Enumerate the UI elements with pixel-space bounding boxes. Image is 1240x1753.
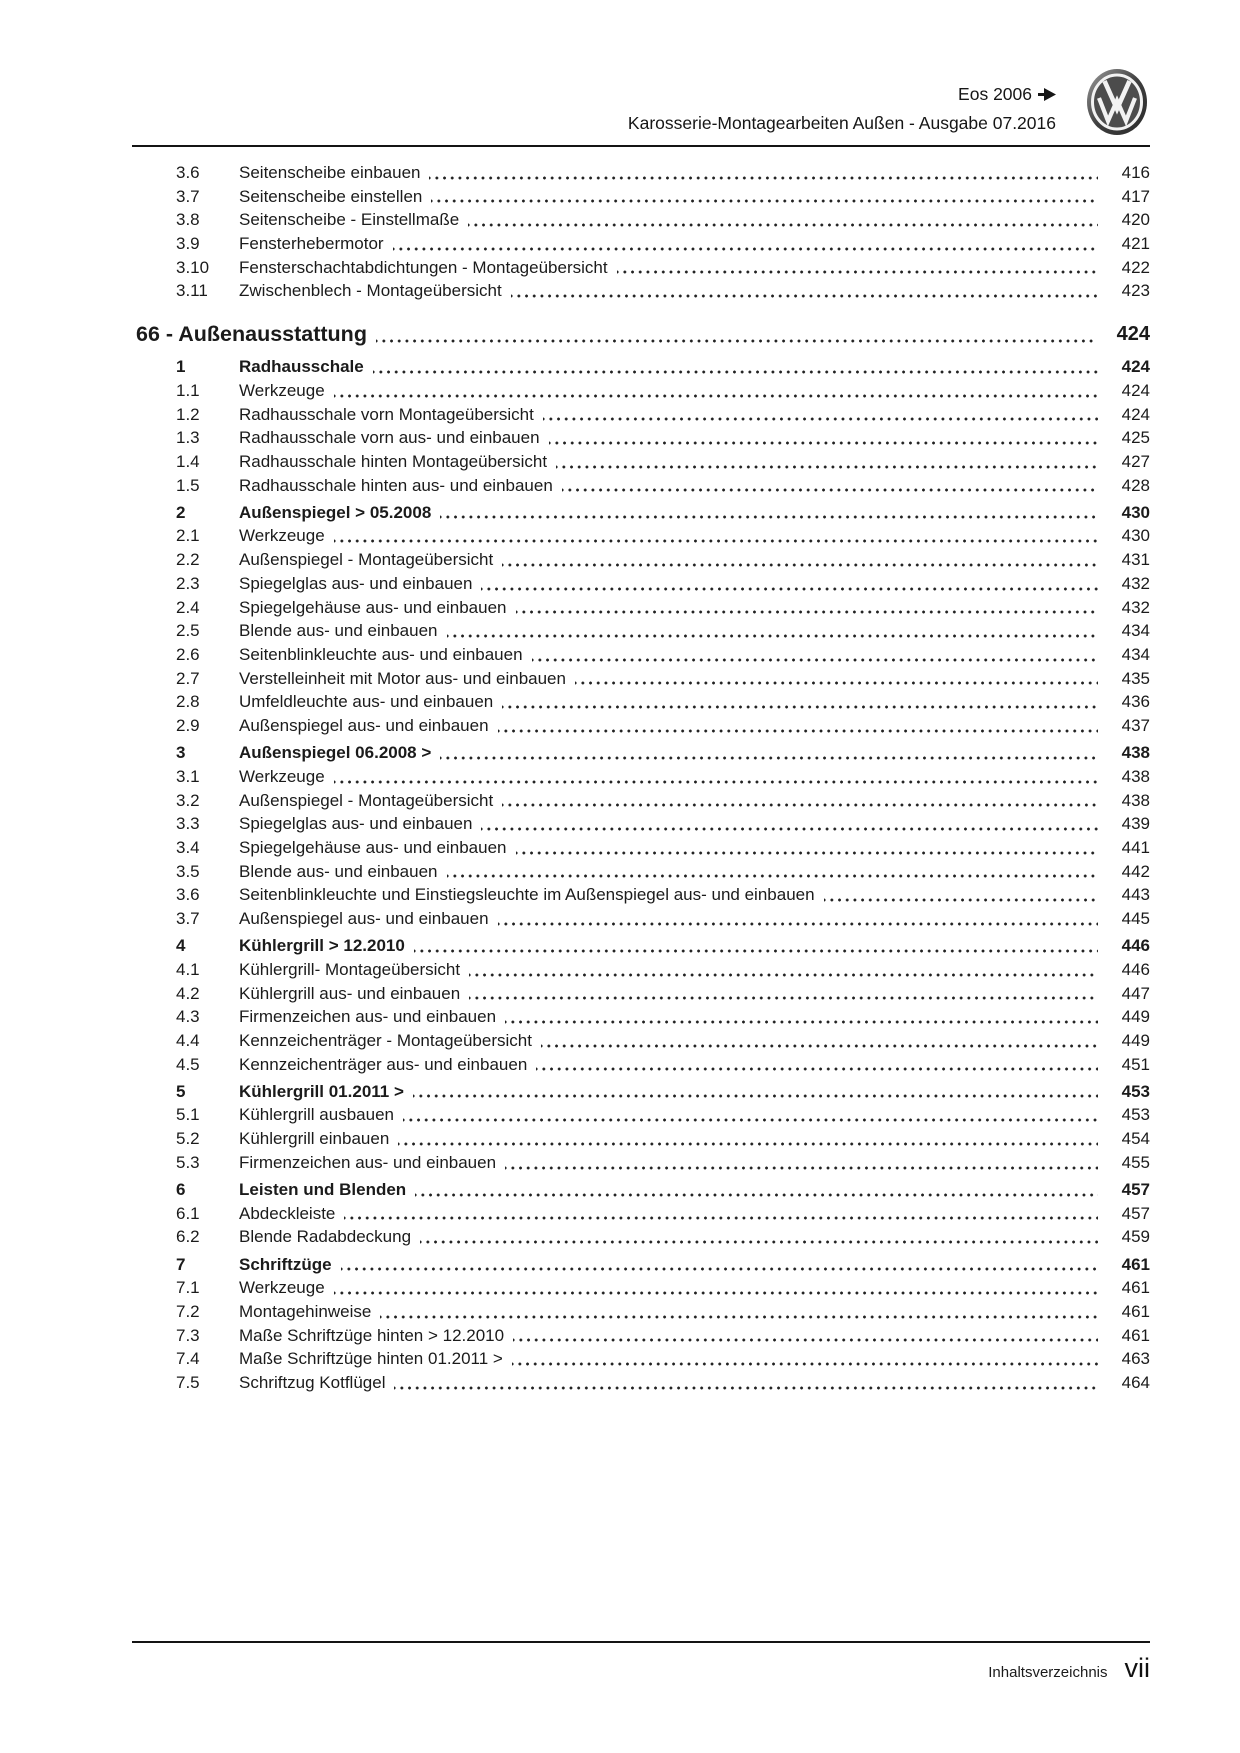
toc-leader-dots bbox=[513, 1324, 1098, 1348]
toc-entry-number: 2.9 bbox=[176, 715, 200, 735]
toc-entry-page: 459 bbox=[1121, 1227, 1150, 1247]
toc-row bbox=[132, 958, 1150, 982]
toc-entry-page: 449 bbox=[1121, 1007, 1150, 1027]
toc-entry-page: 461 bbox=[1121, 1325, 1150, 1345]
toc-entry-title: 66 - Außenausstattung bbox=[136, 322, 367, 347]
toc-entry-number: 4.1 bbox=[176, 959, 200, 979]
toc-entry-page: 421 bbox=[1121, 234, 1150, 254]
toc-entry-title: Kühlergrill 01.2011 > bbox=[239, 1081, 404, 1101]
toc-row bbox=[132, 1347, 1150, 1371]
toc-leader-dots bbox=[440, 501, 1098, 525]
toc-entry-number: 6 bbox=[176, 1180, 186, 1199]
toc-entry-page: 438 bbox=[1121, 790, 1150, 810]
toc-entry-page: 457 bbox=[1121, 1203, 1150, 1223]
toc-entry-number: 1.2 bbox=[176, 404, 200, 424]
volkswagen-logo-icon bbox=[1086, 68, 1148, 136]
toc-entry-number: 1.5 bbox=[176, 475, 200, 495]
toc-entry-title: Seitenblinkleuchte und Einstiegsleuchte im Außenspiegel aus- und einbauen bbox=[239, 885, 815, 905]
toc-entry-title: Seitenscheibe einbauen bbox=[239, 163, 421, 182]
toc-leader-dots bbox=[415, 1178, 1098, 1202]
toc-entry-number: 2.8 bbox=[176, 692, 200, 712]
toc-entry-page: 424 bbox=[1121, 357, 1150, 377]
toc-leader-dots bbox=[575, 667, 1098, 691]
toc-row bbox=[132, 1300, 1150, 1324]
toc-entry-title: Fensterhebermotor bbox=[239, 234, 384, 254]
toc-leader-dots bbox=[516, 596, 1098, 620]
toc-entry-number: 4.3 bbox=[176, 1007, 200, 1027]
toc-entry-number: 3.7 bbox=[176, 908, 200, 928]
toc-entry-page: 417 bbox=[1121, 186, 1150, 206]
toc-leader-dots bbox=[505, 1005, 1098, 1029]
toc-entry-number: 1 bbox=[176, 357, 186, 377]
toc-leader-dots bbox=[429, 161, 1098, 185]
toc-leader-dots bbox=[440, 741, 1098, 765]
toc-entry-number: 4.5 bbox=[176, 1054, 200, 1074]
toc-entry-title: Kühlergrill- Montageübersicht bbox=[239, 959, 461, 979]
toc-entry-title: Kühlergrill einbauen bbox=[239, 1129, 390, 1149]
toc-entry-page: 449 bbox=[1121, 1030, 1150, 1050]
toc-entry-page: 432 bbox=[1121, 597, 1150, 617]
toc-entry-title: Außenspiegel aus- und einbauen bbox=[239, 908, 489, 928]
toc-entry-page: 424 bbox=[1121, 380, 1150, 400]
toc-row bbox=[132, 572, 1150, 596]
toc-entry-number: 3.9 bbox=[176, 234, 200, 254]
toc-entry-page: 435 bbox=[1121, 668, 1150, 688]
toc-row bbox=[132, 379, 1150, 403]
toc-row bbox=[132, 450, 1150, 474]
toc-leader-dots bbox=[502, 690, 1098, 714]
toc-entry-page: 438 bbox=[1121, 766, 1150, 786]
toc-entry-page: 447 bbox=[1121, 983, 1150, 1003]
toc-entry-page: 428 bbox=[1121, 475, 1150, 495]
toc-entry-number: 3.10 bbox=[176, 257, 210, 277]
toc-entry-title: Umfeldleuchte aus- und einbauen bbox=[239, 692, 494, 712]
toc-entry-page: 438 bbox=[1121, 743, 1150, 763]
toc-entry-number: 5.2 bbox=[176, 1129, 200, 1149]
toc-row bbox=[132, 789, 1150, 813]
toc-row bbox=[132, 524, 1150, 548]
toc-entry-page: 420 bbox=[1121, 210, 1150, 230]
header-text bbox=[132, 80, 1150, 137]
toc-entry-page: 461 bbox=[1121, 1278, 1150, 1298]
toc-entry-number: 7.2 bbox=[176, 1301, 200, 1321]
toc-entry-title: Kennzeichenträger - Montageübersicht bbox=[239, 1030, 532, 1050]
toc-entry-number: 7.3 bbox=[176, 1325, 200, 1345]
toc-entry-title: Maße Schriftzüge hinten > 12.2010 bbox=[239, 1325, 505, 1345]
toc-leader-dots bbox=[502, 789, 1098, 813]
toc-entry-number: 3.7 bbox=[176, 186, 200, 206]
toc-entry-page: 436 bbox=[1121, 692, 1150, 712]
toc-leader-dots bbox=[505, 1151, 1098, 1175]
header-subtitle: Karosserie-Montagearbeiten Außen - Ausgabe 07.2016 bbox=[627, 113, 1056, 133]
toc-row bbox=[132, 279, 1150, 303]
toc-row bbox=[132, 1225, 1150, 1249]
toc-leader-dots bbox=[380, 1300, 1098, 1324]
toc-entry-title: Spiegelglas aus- und einbauen bbox=[239, 814, 473, 834]
toc-entry-title: Radhausschale vorn aus- und einbauen bbox=[239, 428, 540, 448]
toc-entry-page: 445 bbox=[1121, 908, 1150, 928]
toc-entry-number: 5.3 bbox=[176, 1152, 200, 1172]
toc-row bbox=[132, 1080, 1150, 1104]
toc-row bbox=[132, 548, 1150, 572]
toc-leader-dots bbox=[498, 907, 1098, 931]
toc-leader-dots bbox=[469, 958, 1098, 982]
footer-rule bbox=[132, 1641, 1150, 1643]
toc-leader-dots bbox=[543, 403, 1098, 427]
toc-entry-page: 453 bbox=[1121, 1081, 1150, 1101]
toc-row bbox=[132, 1053, 1150, 1077]
toc-entry-number: 7.1 bbox=[176, 1278, 200, 1298]
toc-entry-title: Blende Radabdeckung bbox=[239, 1227, 412, 1247]
toc-row bbox=[132, 982, 1150, 1006]
toc-row bbox=[132, 1253, 1150, 1277]
toc-entry-title: Kühlergrill > 12.2010 bbox=[239, 936, 405, 956]
toc-entry-number: 3 bbox=[176, 743, 186, 763]
toc-row bbox=[132, 643, 1150, 667]
toc-entry-title: Außenspiegel - Montageübersicht bbox=[239, 790, 494, 810]
toc-row bbox=[132, 355, 1150, 379]
model-name: Eos 2006 bbox=[958, 84, 1032, 104]
toc-leader-dots bbox=[334, 765, 1098, 789]
toc-entry-title: Leisten und Blenden bbox=[239, 1180, 407, 1199]
toc-leader-dots bbox=[334, 379, 1098, 403]
toc-row bbox=[132, 185, 1150, 209]
toc-row bbox=[132, 1178, 1150, 1202]
toc-entry-page: 455 bbox=[1121, 1152, 1150, 1172]
toc-entry-page: 461 bbox=[1121, 1301, 1150, 1321]
toc-entry-number: 7.4 bbox=[176, 1349, 200, 1369]
toc-row bbox=[132, 619, 1150, 643]
toc-row bbox=[132, 426, 1150, 450]
toc-entry-page: 432 bbox=[1121, 573, 1150, 593]
toc-leader-dots bbox=[334, 524, 1098, 548]
toc-leader-dots bbox=[469, 982, 1098, 1006]
toc-leader-dots bbox=[341, 1253, 1098, 1277]
toc-row bbox=[132, 256, 1150, 280]
toc-entry-title: Seitenblinkleuchte aus- und einbauen bbox=[239, 644, 523, 664]
toc-entry-title: Kühlergrill aus- und einbauen bbox=[239, 983, 461, 1003]
toc-row bbox=[132, 1103, 1150, 1127]
toc-entry-number: 4.2 bbox=[176, 983, 200, 1003]
toc-entry-title: Radhausschale hinten Montageübersicht bbox=[239, 451, 548, 471]
page-header bbox=[132, 80, 1150, 147]
toc-entry-title: Montagehinweise bbox=[239, 1301, 372, 1321]
toc-row bbox=[132, 741, 1150, 765]
toc-row bbox=[132, 474, 1150, 498]
toc-entry-title: Verstelleinheit mit Motor aus- und einbauen bbox=[239, 668, 566, 688]
toc-entry-number: 3.1 bbox=[176, 766, 200, 786]
toc-entry-number: 2.2 bbox=[176, 550, 200, 570]
toc-entry-number: 3.2 bbox=[176, 790, 200, 810]
toc-entry-page: 424 bbox=[1116, 323, 1150, 346]
toc-row bbox=[132, 1202, 1150, 1226]
header-rule bbox=[132, 145, 1150, 147]
toc-entry-title: Werkzeuge bbox=[239, 1278, 325, 1298]
toc-entry-number: 2.4 bbox=[176, 597, 200, 617]
toc-entry-page: 446 bbox=[1121, 936, 1150, 956]
toc-leader-dots bbox=[516, 836, 1098, 860]
toc-leader-dots bbox=[541, 1029, 1098, 1053]
toc-row bbox=[132, 836, 1150, 860]
toc-leader-dots bbox=[536, 1053, 1098, 1077]
toc-entry-title: Kennzeichenträger aus- und einbauen bbox=[239, 1054, 528, 1074]
toc-row bbox=[132, 690, 1150, 714]
toc-leader-dots bbox=[824, 883, 1098, 907]
toc-entry-page: 454 bbox=[1121, 1129, 1150, 1149]
toc-leader-dots bbox=[403, 1103, 1098, 1127]
toc-entry-number: 6.1 bbox=[176, 1203, 200, 1223]
toc-entry-title: Firmenzeichen aus- und einbauen bbox=[239, 1007, 497, 1027]
toc-entry-title: Spiegelgehäuse aus- und einbauen bbox=[239, 597, 507, 617]
toc-entry-title: Maße Schriftzüge hinten 01.2011 > bbox=[239, 1349, 503, 1369]
toc-entry-page: 443 bbox=[1121, 885, 1150, 905]
toc-leader-dots bbox=[481, 572, 1098, 596]
toc-entry-title: Radhausschale bbox=[239, 357, 364, 377]
toc-entry-title: Blende aus- und einbauen bbox=[239, 861, 438, 881]
toc-row bbox=[132, 812, 1150, 836]
toc-entry-number: 3.3 bbox=[176, 814, 200, 834]
toc-row bbox=[132, 765, 1150, 789]
right-arrow-icon bbox=[1038, 81, 1056, 109]
toc-entry-title: Außenspiegel aus- und einbauen bbox=[239, 715, 489, 735]
toc-entry-number: 7.5 bbox=[176, 1373, 200, 1392]
toc-leader-dots bbox=[511, 279, 1098, 303]
toc-entry-title: Fensterschachtabdichtungen - Montageübersicht bbox=[239, 257, 608, 277]
toc-entry-title: Spiegelglas aus- und einbauen bbox=[239, 573, 473, 593]
toc-entry-title: Außenspiegel - Montageübersicht bbox=[239, 550, 494, 570]
toc-entry-page: 441 bbox=[1121, 837, 1150, 857]
toc-leader-dots bbox=[512, 1347, 1098, 1371]
toc-entry-page: 431 bbox=[1121, 550, 1150, 570]
toc-entry-page: 439 bbox=[1121, 814, 1150, 834]
toc-entry-number: 4 bbox=[176, 936, 186, 956]
toc-entry-number: 2.7 bbox=[176, 668, 200, 688]
toc-entry-number: 2 bbox=[176, 502, 186, 522]
toc-entry-number: 3.5 bbox=[176, 861, 200, 881]
toc-entry-page: 427 bbox=[1121, 451, 1150, 471]
footer-label: Inhaltsverzeichnis bbox=[988, 1664, 1108, 1681]
toc-leader-dots bbox=[447, 619, 1099, 643]
toc-row bbox=[132, 1276, 1150, 1300]
toc-entry-number: 5 bbox=[176, 1081, 186, 1101]
toc-entry-title: Außenspiegel 06.2008 > bbox=[239, 743, 432, 763]
toc-entry-title: Seitenscheibe - Einstellmaße bbox=[239, 210, 460, 230]
toc-leader-dots bbox=[556, 450, 1098, 474]
toc-entry-number: 1.4 bbox=[176, 451, 200, 471]
toc-entry-page: 424 bbox=[1121, 404, 1150, 424]
toc-row bbox=[132, 319, 1150, 349]
toc-entry-title: Radhausschale hinten aus- und einbauen bbox=[239, 475, 553, 495]
toc-entry-page: 446 bbox=[1121, 959, 1150, 979]
toc-row bbox=[132, 1005, 1150, 1029]
toc-entry-title: Seitenscheibe einstellen bbox=[239, 186, 423, 206]
toc-entry-page: 434 bbox=[1121, 621, 1150, 641]
toc-entry-number: 5.1 bbox=[176, 1105, 200, 1125]
toc-entry-number: 6.2 bbox=[176, 1227, 200, 1247]
toc-row bbox=[132, 161, 1150, 185]
toc-leader-dots bbox=[413, 1080, 1098, 1104]
toc-entry-title: Schriftzug Kotflügel bbox=[239, 1373, 386, 1392]
toc-entry-title: Radhausschale vorn Montageübersicht bbox=[239, 404, 534, 424]
toc-entry-number: 2.6 bbox=[176, 644, 200, 664]
toc-entry-title: Firmenzeichen aus- und einbauen bbox=[239, 1152, 497, 1172]
toc-entry-title: Werkzeuge bbox=[239, 526, 325, 546]
toc-entry-number: 3.8 bbox=[176, 210, 200, 230]
toc-entry-number: 4.4 bbox=[176, 1030, 200, 1050]
toc-leader-dots bbox=[376, 319, 1094, 349]
toc-row bbox=[132, 883, 1150, 907]
toc-entry-page: 430 bbox=[1121, 526, 1150, 546]
toc-row bbox=[132, 501, 1150, 525]
toc-leader-dots bbox=[344, 1202, 1098, 1226]
toc-row bbox=[132, 1371, 1150, 1395]
toc-entry-number: 3.6 bbox=[176, 885, 200, 905]
toc-leader-dots bbox=[447, 860, 1099, 884]
toc-entry-title: Kühlergrill ausbauen bbox=[239, 1105, 394, 1125]
toc-entry-page: 442 bbox=[1121, 861, 1150, 881]
footer-line bbox=[132, 1653, 1150, 1684]
toc-entry-title: Zwischenblech - Montageübersicht bbox=[239, 281, 502, 301]
toc-leader-dots bbox=[420, 1225, 1098, 1249]
toc-leader-dots bbox=[502, 548, 1098, 572]
toc-row bbox=[132, 1127, 1150, 1151]
toc-row bbox=[132, 403, 1150, 427]
toc-row bbox=[132, 1029, 1150, 1053]
toc-list bbox=[132, 161, 1150, 1395]
toc-row bbox=[132, 667, 1150, 691]
toc-row bbox=[132, 1151, 1150, 1175]
toc-entry-title: Blende aus- und einbauen bbox=[239, 621, 438, 641]
toc-entry-page: 457 bbox=[1121, 1180, 1150, 1199]
toc-leader-dots bbox=[414, 934, 1098, 958]
toc-entry-page: 425 bbox=[1121, 428, 1150, 448]
toc-entry-number: 1.1 bbox=[176, 380, 200, 400]
page-content bbox=[132, 0, 1150, 1395]
toc-leader-dots bbox=[468, 208, 1098, 232]
toc-leader-dots bbox=[431, 185, 1098, 209]
toc-leader-dots bbox=[617, 256, 1098, 280]
toc-entry-title: Schriftzüge bbox=[239, 1254, 332, 1274]
toc-entry-title: Werkzeuge bbox=[239, 380, 325, 400]
toc-leader-dots bbox=[394, 1371, 1098, 1395]
header-model-line bbox=[132, 80, 1056, 109]
toc-row bbox=[132, 934, 1150, 958]
toc-leader-dots bbox=[398, 1127, 1098, 1151]
toc-entry-title: Werkzeuge bbox=[239, 766, 325, 786]
toc-entry-page: 463 bbox=[1121, 1349, 1150, 1369]
toc-leader-dots bbox=[549, 426, 1098, 450]
toc-entry-page: 416 bbox=[1121, 163, 1150, 182]
toc-entry-page: 453 bbox=[1121, 1105, 1150, 1125]
toc-leader-dots bbox=[562, 474, 1098, 498]
toc-row bbox=[132, 1324, 1150, 1348]
toc-leader-dots bbox=[532, 643, 1098, 667]
toc-row bbox=[132, 596, 1150, 620]
toc-entry-page: 430 bbox=[1121, 502, 1150, 522]
toc-leader-dots bbox=[393, 232, 1098, 256]
toc-entry-number: 3.11 bbox=[176, 281, 208, 301]
toc-leader-dots bbox=[334, 1276, 1098, 1300]
toc-row bbox=[132, 208, 1150, 232]
toc-row bbox=[132, 907, 1150, 931]
toc-leader-dots bbox=[498, 714, 1098, 738]
toc-row bbox=[132, 714, 1150, 738]
toc-entry-page: 423 bbox=[1121, 281, 1150, 301]
page-footer bbox=[132, 1641, 1150, 1684]
toc-entry-number: 7 bbox=[176, 1254, 186, 1274]
toc-leader-dots bbox=[373, 355, 1098, 379]
footer-page-number: vii bbox=[1124, 1653, 1150, 1683]
toc-entry-page: 434 bbox=[1121, 644, 1150, 664]
toc-entry-title: Außenspiegel > 05.2008 bbox=[239, 502, 432, 522]
toc-entry-page: 464 bbox=[1121, 1373, 1150, 1392]
toc-entry-page: 461 bbox=[1121, 1254, 1150, 1274]
toc-entry-number: 1.3 bbox=[176, 428, 200, 448]
toc-entry-title: Abdeckleiste bbox=[239, 1203, 336, 1223]
toc-leader-dots bbox=[481, 812, 1098, 836]
toc-entry-number: 2.1 bbox=[176, 526, 200, 546]
toc-row bbox=[132, 232, 1150, 256]
toc-entry-number: 3.6 bbox=[176, 163, 200, 182]
toc-entry-number: 2.5 bbox=[176, 621, 200, 641]
toc-entry-number: 2.3 bbox=[176, 573, 200, 593]
toc-row bbox=[132, 860, 1150, 884]
toc-entry-page: 422 bbox=[1121, 257, 1150, 277]
toc-entry-page: 451 bbox=[1121, 1054, 1150, 1074]
toc-entry-number: 3.4 bbox=[176, 837, 200, 857]
toc-entry-title: Spiegelgehäuse aus- und einbauen bbox=[239, 837, 507, 857]
toc-entry-page: 437 bbox=[1121, 715, 1150, 735]
